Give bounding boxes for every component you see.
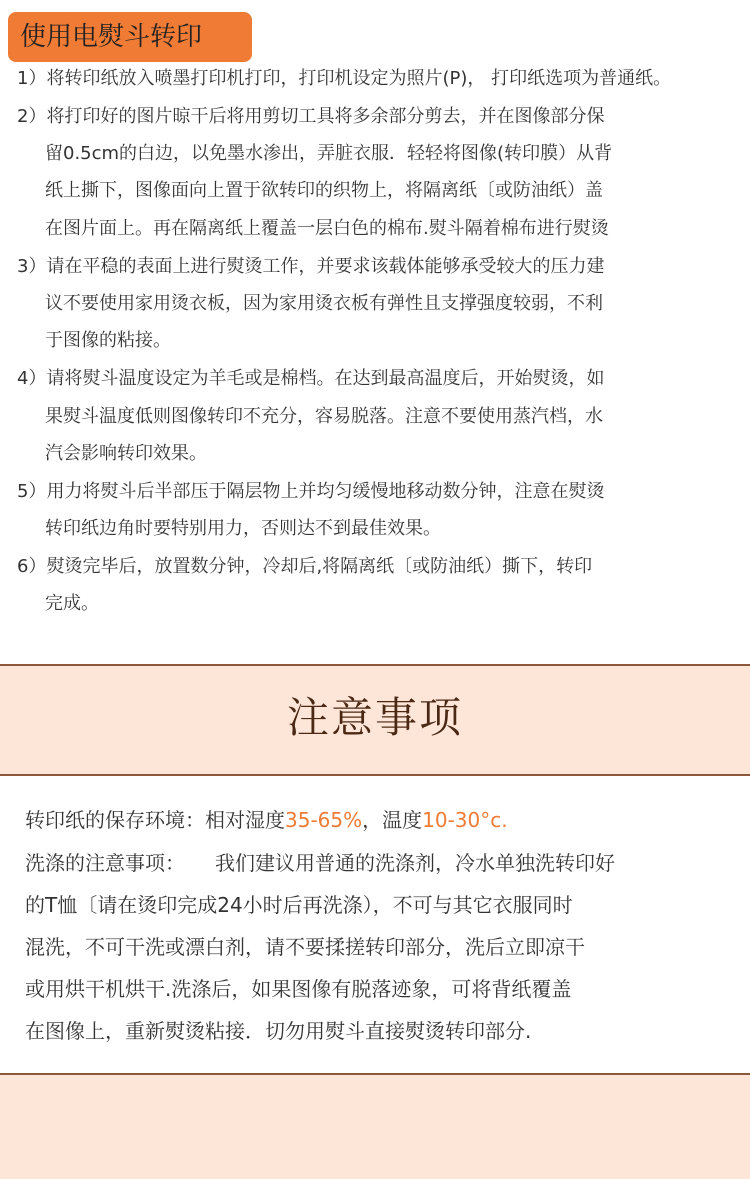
section-title-badge: 使用电熨斗转印 bbox=[8, 12, 252, 62]
step-line: 完成。 bbox=[45, 593, 99, 614]
step-line: 纸上撕下，图像面向上置于欲转印的织物上，将隔离纸〔或防油纸）盖 bbox=[45, 180, 603, 201]
washing-label: 洗涤的注意事项： bbox=[25, 851, 185, 875]
washing-line: 混洗，不可干洗或漂白剂，请不要揉搓转印部分，洗后立即凉干 bbox=[25, 935, 585, 959]
divider bbox=[0, 664, 750, 666]
step-line: 果熨斗温度低则图像转印不充分，容易脱落。注意不要使用蒸汽档，水 bbox=[45, 406, 603, 427]
step-line: 3）请在平稳的表面上进行熨烫工作，并要求该载体能够承受较大的压力建 bbox=[17, 256, 605, 277]
humidity-value: 35-65% bbox=[285, 808, 363, 832]
washing-text: 我们建议用普通的洗涤剂，冷水单独洗转印好 bbox=[215, 851, 615, 875]
storage-label: 转印纸的保存环境：相对湿度 bbox=[25, 808, 285, 832]
temperature-label: ，温度 bbox=[362, 808, 423, 832]
step-line: 汽会影响转印效果。 bbox=[45, 443, 207, 464]
washing-line: 的T恤〔请在烫印完成24小时后再洗涤），不可与其它衣服同时 bbox=[25, 893, 573, 917]
step-line: 6）熨烫完毕后，放置数分钟，冷却后,将隔离纸〔或防油纸）撕下，转印 bbox=[17, 556, 593, 577]
washing-line bbox=[25, 848, 615, 878]
storage-line bbox=[25, 805, 508, 835]
step-line: 1）将转印纸放入喷墨打印机打印，打印机设定为照片(P)， 打印纸选项为普通纸。 bbox=[17, 68, 672, 89]
step-line: 在图片面上。再在隔离纸上覆盖一层白色的棉布.熨斗隔着棉布进行熨烫 bbox=[45, 218, 609, 239]
notice-title: 注意事项 bbox=[286, 693, 463, 742]
step-line: 转印纸边角时要特别用力，否则达不到最佳效果。 bbox=[45, 518, 441, 539]
step-line: 5）用力将熨斗后半部压于隔层物上并均匀缓慢地移动数分钟，注意在熨烫 bbox=[17, 481, 605, 502]
temperature-value: 10-30°c. bbox=[422, 808, 508, 832]
step-line: 留0.5cm的白边，以免墨水渗出，弄脏衣服．轻轻将图像(转印膜）从背 bbox=[45, 143, 613, 164]
step-line: 2）将打印好的图片晾干后将用剪切工具将多余部分剪去，并在图像部分保 bbox=[17, 106, 605, 127]
step-line: 4）请将熨斗温度设定为羊毛或是棉档。在达到最高温度后，开始熨烫，如 bbox=[17, 368, 605, 389]
step-line: 于图像的粘接。 bbox=[45, 330, 171, 351]
step-line: 议不要使用家用烫衣板，因为家用烫衣板有弹性且支撑强度较弱，不利 bbox=[45, 293, 603, 314]
notice-box bbox=[0, 776, 750, 1073]
washing-line: 在图像上，重新熨烫粘接．切勿用熨斗直接熨烫转印部分. bbox=[25, 1019, 532, 1043]
washing-line: 或用烘干机烘干.洗涤后，如果图像有脱落迹象，可将背纸覆盖 bbox=[25, 977, 572, 1001]
divider bbox=[0, 1073, 750, 1075]
